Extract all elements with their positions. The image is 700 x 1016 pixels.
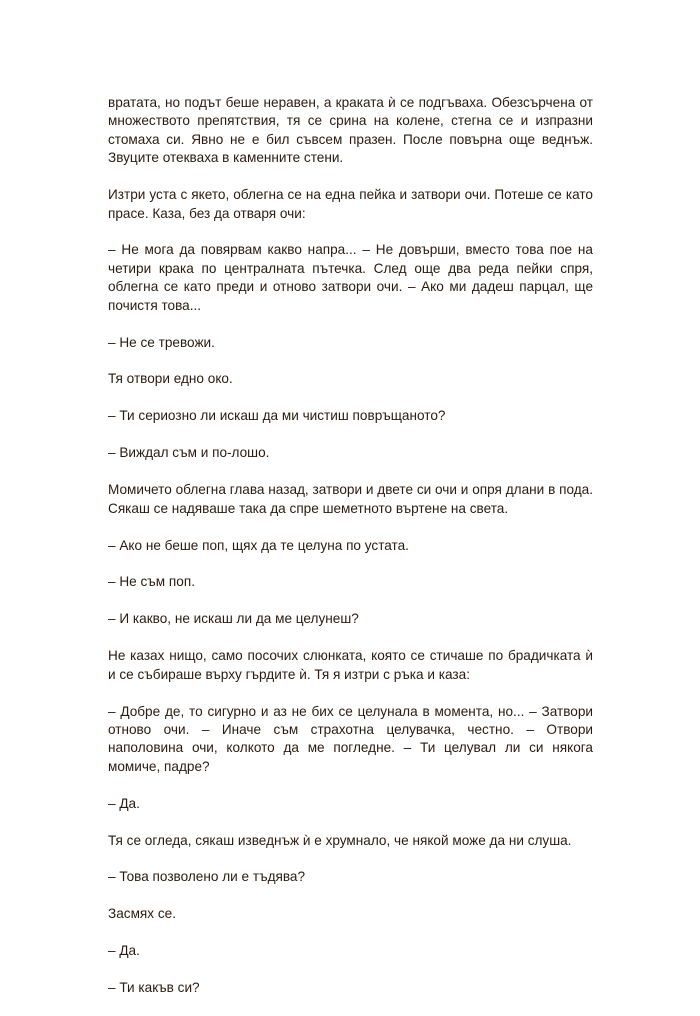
paragraph: – Не мога да повярвам какво напра... – Не довърши, вместо това пое на четири крака по централната пътечка. След още два реда пейки спря, облегна се като преди и отново затвори очи. – Ако ми дадеш парцал, ще почистя това... (108, 242, 593, 313)
paragraph: – Ти какъв си? (108, 980, 200, 996)
paragraph: – Да. (108, 795, 140, 811)
paragraph: Тя се огледа, сякаш изведнъж ѝ е хрумнало, че някой може да ни слуша. (108, 832, 572, 848)
paragraph: Изтри уста с якето, облегна се на една пейка и затвори очи. Потеше се като прасе. Каза, без да отваря очи: (108, 187, 593, 221)
paragraph: – Добре де, то сигурно и аз не бих се целунала в момента, но... – Затвори отново очи. – Иначе съм страхотна целувачка, честно. – Отвори наполовина очи, колкото да ме погледне. – Ти целувал ли си някога момиче, падре? (108, 703, 593, 774)
paragraph: Момичето облегна глава назад, затвори и двете си очи и опря длани в пода. Сякаш се надяваше така да спре шеметното въртене на света. (108, 482, 593, 516)
paragraph: – Не съм поп. (108, 574, 195, 590)
paragraph: Тя отвори едно око. (108, 371, 233, 387)
paragraph: – Ако не беше поп, щях да те целуна по устата. (108, 537, 409, 553)
paragraph: – И какво, не искаш ли да ме целунеш? (108, 611, 359, 627)
paragraph: – Ти сериозно ли искаш да ми чистиш повръщаното? (108, 408, 446, 424)
page-text (108, 94, 593, 1016)
paragraph: – Не се тревожи. (108, 334, 215, 350)
paragraph: – Това позволено ли е тъдява? (108, 869, 306, 885)
paragraph: – Виждал съм и по-лошо. (108, 445, 270, 461)
paragraph: Не казах нищо, само посочих слюнката, която се стичаше по брадичката ѝ и се събираше върху гърдите ѝ. Тя я изтри с ръка и каза: (108, 648, 593, 682)
paragraph: Засмях се. (108, 906, 176, 922)
paragraph: вратата, но подът беше неравен, а краката ѝ се подгъваха. Обезсърчена от множеството препятствия, тя се срина на колене, стегна се и изпразни стомаха си. Явно не е бил съвсем празен. После повърна още веднъж. Звуците отекваха в каменните стени. (108, 95, 593, 166)
paragraph: – Да. (108, 943, 140, 959)
